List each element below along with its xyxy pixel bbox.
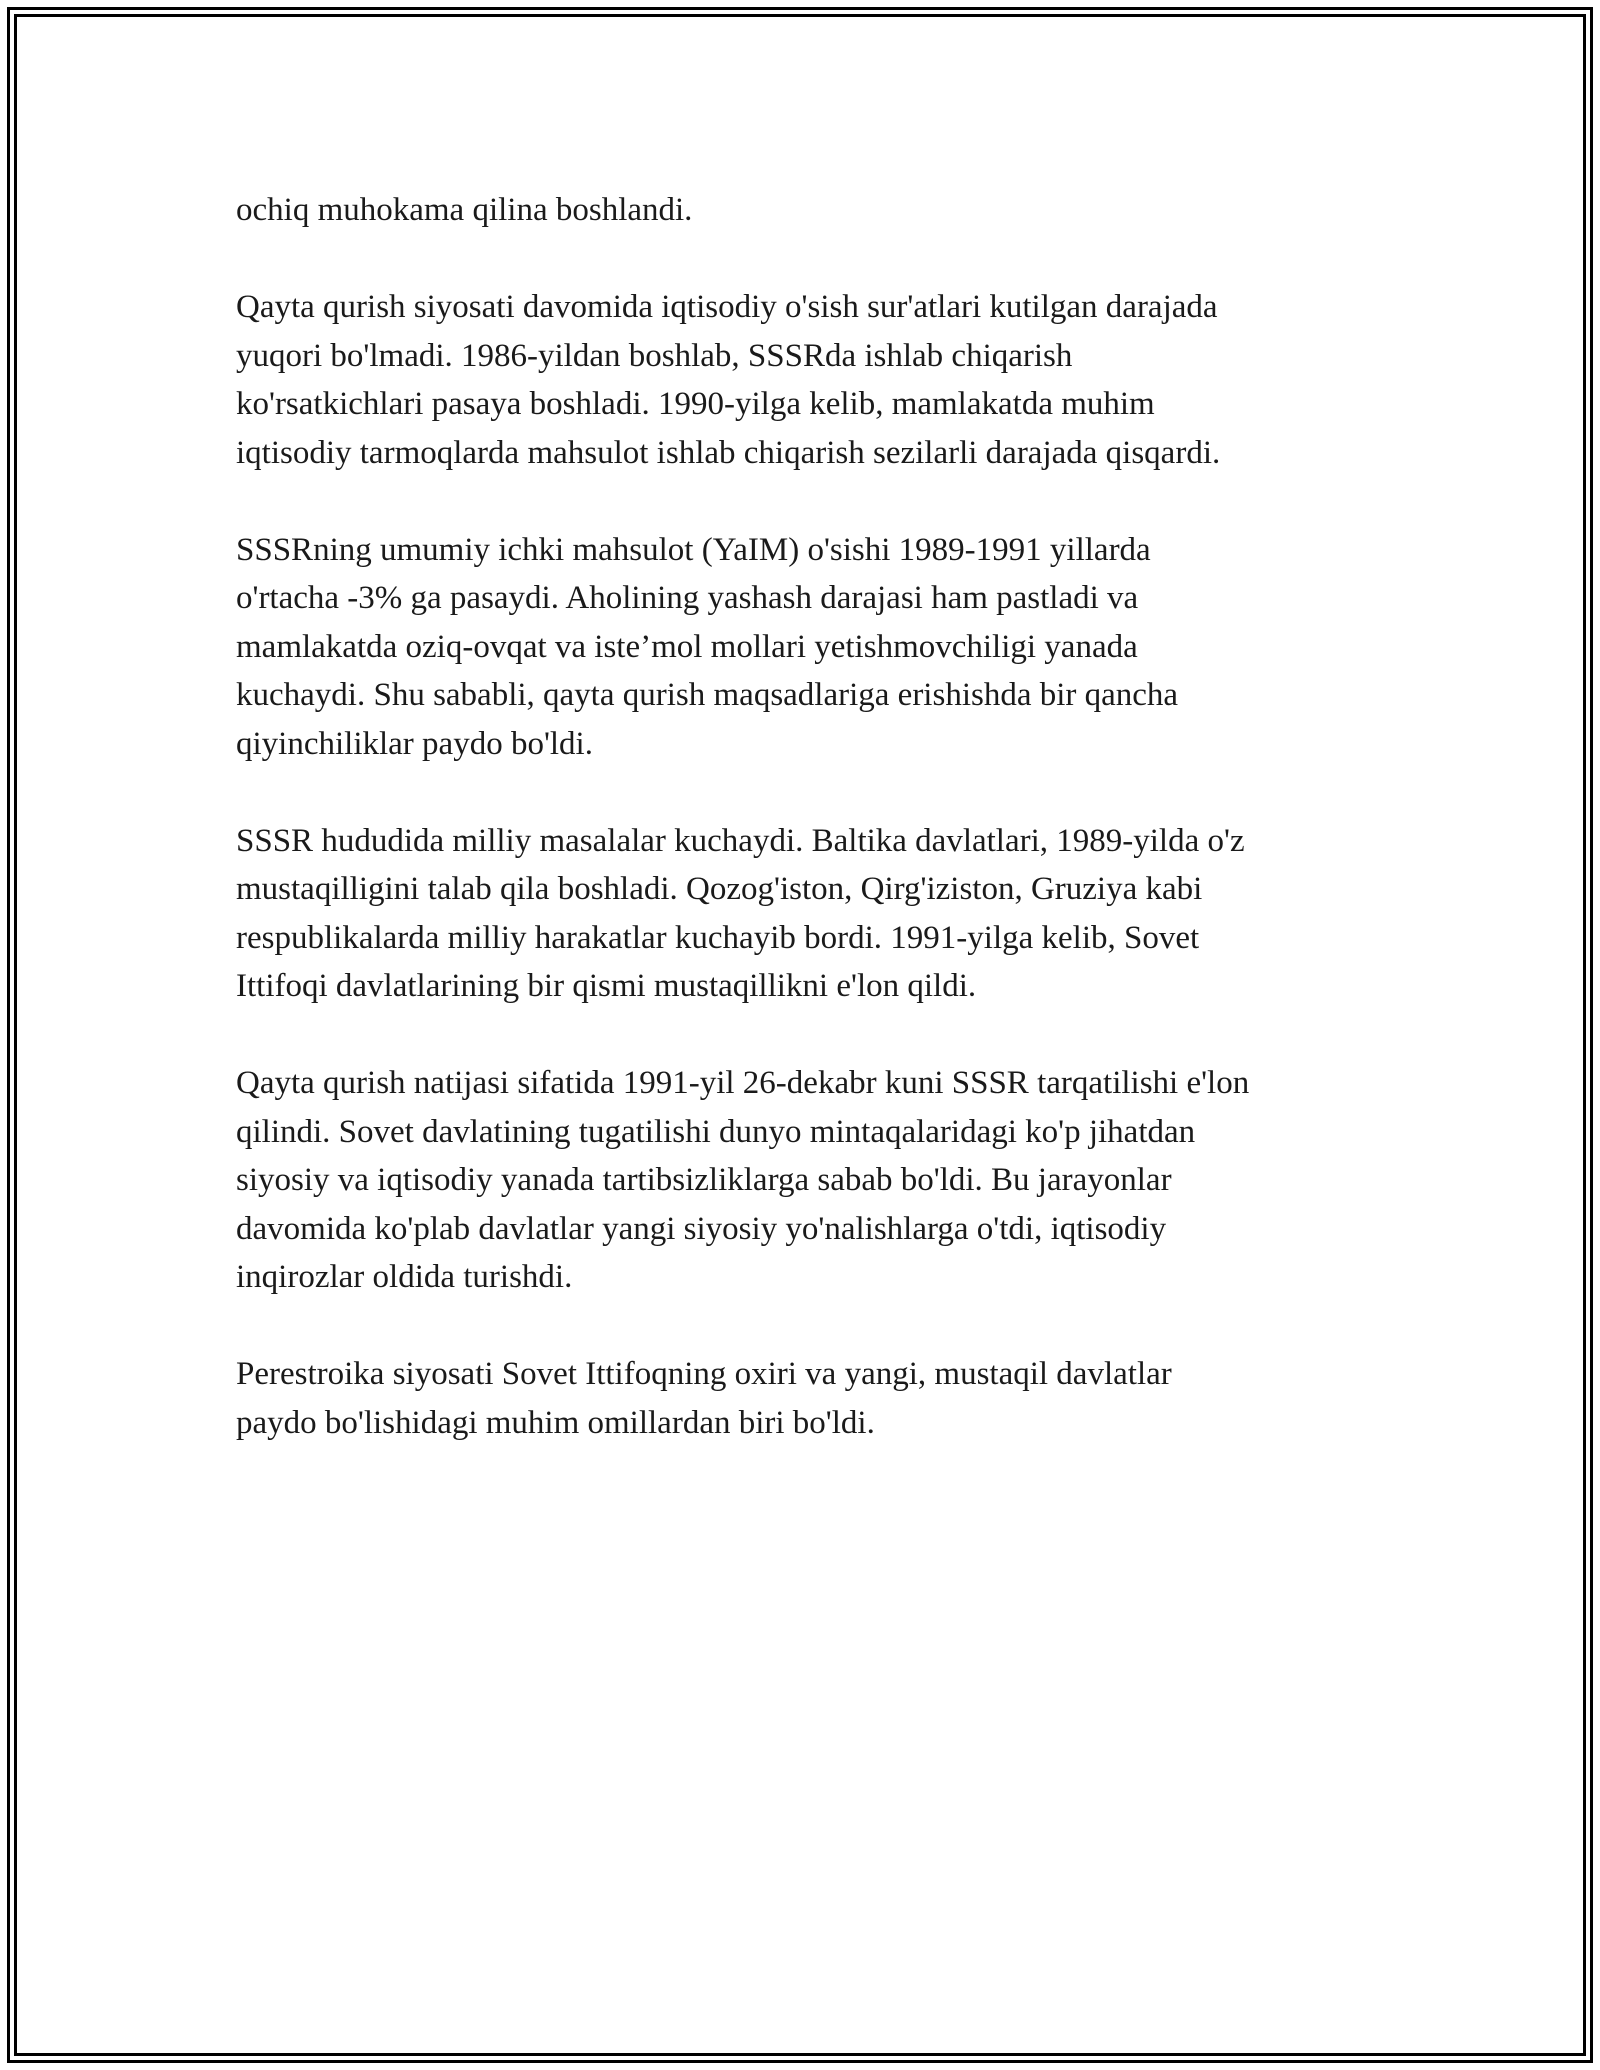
text-line: ko'rsatkichlari pasaya boshladi. 1990-yilga kelib, mamlakatda muhim: [236, 386, 1155, 422]
paragraph: [236, 1059, 1386, 1302]
text-line: Qayta qurish siyosati davomida iqtisodiy o'sish sur'atlari kutilgan darajada: [236, 289, 1218, 325]
text-line: ochiq muhokama qilina boshlandi.: [236, 192, 693, 228]
text-line: respublikalarda milliy harakatlar kuchayib bordi. 1991-yilga kelib, Sovet: [236, 919, 1200, 956]
paragraph: [236, 186, 1386, 235]
text-line: siyosiy va iqtisodiy yanada tartibsizliklarga sabab bo'ldi. Bu jarayonlar: [236, 1162, 1172, 1198]
text-line: kuchaydi. Shu sababli, qayta qurish maqsadlariga erishishda bir qancha: [236, 677, 1179, 713]
text-line: iqtisodiy tarmoqlarda mahsulot ishlab chiqarish sezilarli darajada qisqardi.: [236, 434, 1221, 471]
text-line: yuqori bo'lmadi. 1986-yildan boshlab, SSSRda ishlab chiqarish: [236, 337, 1073, 374]
text-line: mustaqilligini talab qila boshladi. Qozog'iston, Qirg'iziston, Gruziya kabi: [236, 871, 1203, 907]
text-line: inqirozlar oldida turishdi.: [236, 1259, 573, 1295]
text-line: Qayta qurish natijasi sifatida 1991-yil 26-dekabr kuni SSSR tarqatilishi e'lon: [236, 1065, 1250, 1101]
text-line: paydo bo'lishidagi muhim omillardan biri bo'ldi.: [236, 1404, 875, 1441]
text-line: Ittifoqi davlatlarining bir qismi mustaqillikni e'lon qildi.: [236, 968, 977, 1004]
paragraph: [236, 526, 1386, 769]
paragraph: [236, 817, 1386, 1011]
text-line: o'rtacha -3% ga pasaydi. Aholining yashash darajasi ham pastladi va: [236, 580, 1139, 616]
document-body: [236, 186, 1386, 1496]
text-line: Perestroika siyosati Sovet Ittifoqning oxiri va yangi, mustaqil davlatlar: [236, 1356, 1172, 1392]
text-line: SSSRning umumiy ichki mahsulot (YaIM) o'sishi 1989-1991 yillarda: [236, 531, 1151, 568]
paragraph: [236, 283, 1386, 477]
text-line: SSSR hududida milliy masalalar kuchaydi. Baltika davlatlari, 1989-yilda o'z: [236, 822, 1245, 859]
text-line: davomida ko'plab davlatlar yangi siyosiy yo'nalishlarga o'tdi, iqtisodiy: [236, 1210, 1167, 1247]
text-line: qiyinchiliklar paydo bo'ldi.: [236, 725, 593, 762]
paragraph: [236, 1350, 1386, 1447]
text-line: mamlakatda oziq-ovqat va iste’mol mollari yetishmovchiligi yanada: [236, 628, 1138, 665]
text-line: qilindi. Sovet davlatining tugatilishi dunyo mintaqalaridagi ko'p jihatdan: [236, 1113, 1196, 1150]
